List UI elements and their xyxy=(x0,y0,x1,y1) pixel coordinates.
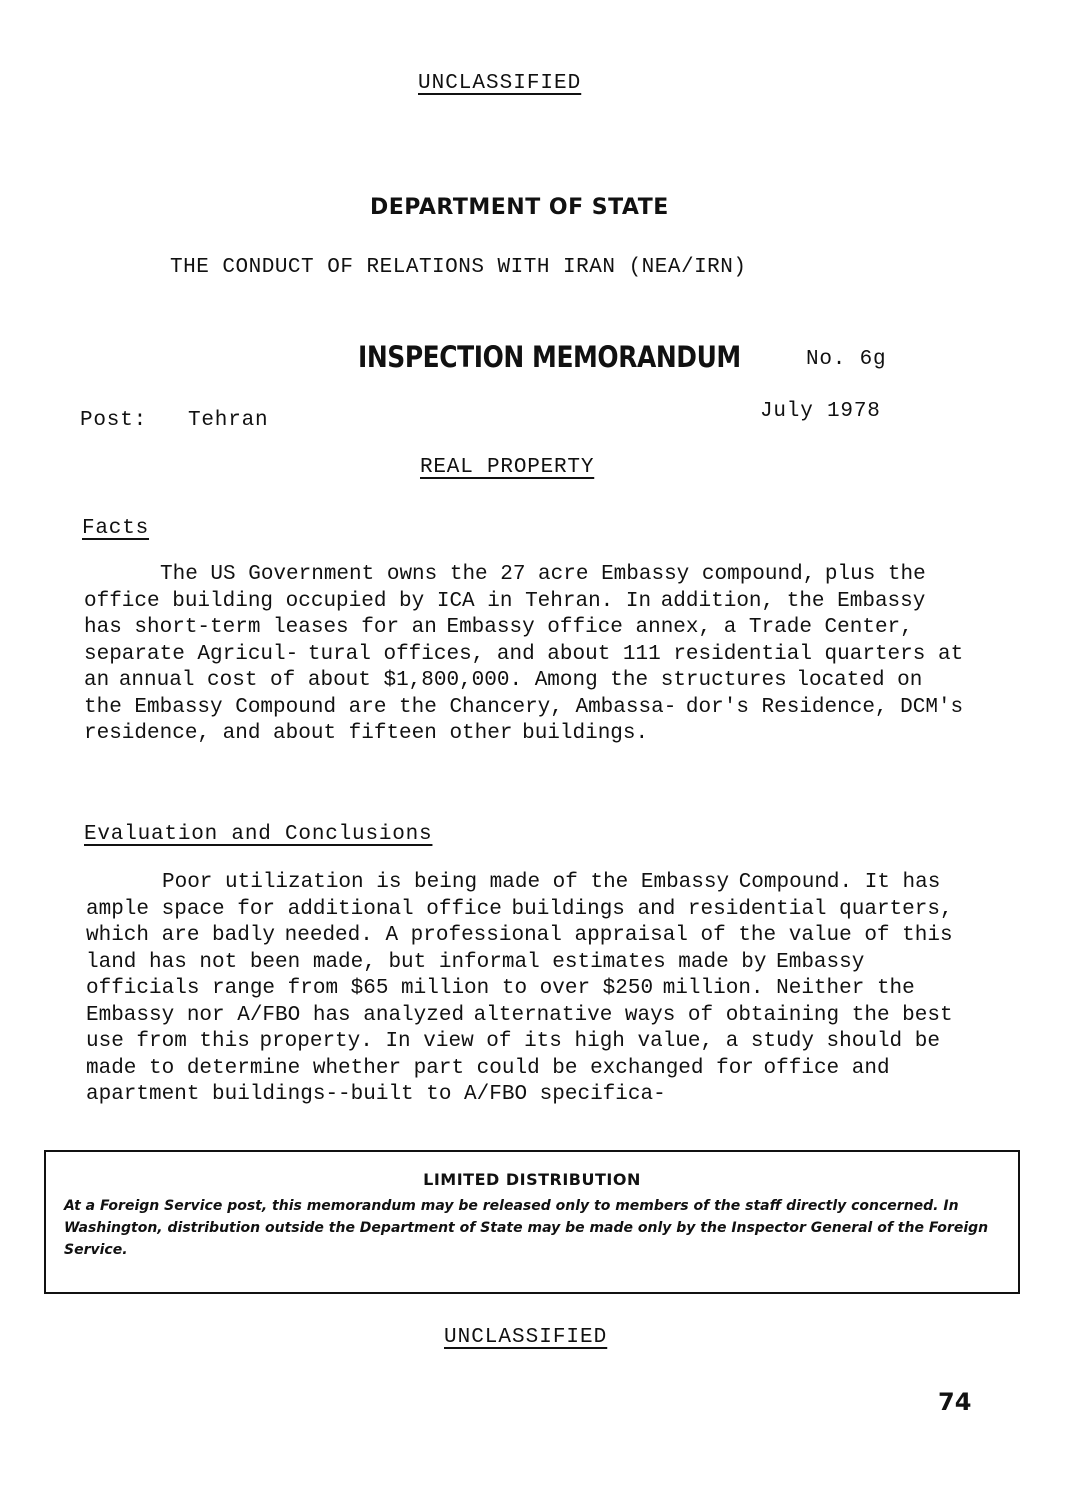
facts-paragraph xyxy=(84,562,968,748)
facts-line: dor's Residence, DCM's residence, and about fifteen other xyxy=(84,695,964,745)
evaluation-line: land has not been made, but informal estimates made by xyxy=(86,950,767,974)
post-label: Post: xyxy=(80,409,148,432)
evaluation-line: Compound. It has ample space for additional office xyxy=(86,871,941,921)
facts-line: located on the Embassy Compound are the Chancery, Ambassa- xyxy=(84,669,923,719)
classification-top: UNCLASSIFIED xyxy=(418,72,582,95)
evaluation-line: needed. A professional appraisal of the value of this xyxy=(284,924,953,947)
evaluation-line: made to determine whether part could be exchanged for xyxy=(86,1056,754,1080)
document-subtitle: THE CONDUCT OF RELATIONS WITH IRAN (NEA/IRN) xyxy=(170,256,747,279)
facts-line: plus the office building occupied by ICA in Tehran. In xyxy=(84,563,926,613)
evaluation-line: office and apartment buildings--built to A/FBO specifica- xyxy=(86,1056,890,1106)
evaluation-line: Embassy officials range from $65 million to over $250 xyxy=(86,950,865,1000)
memo-number: No. 6g xyxy=(806,348,887,371)
facts-heading: Facts xyxy=(82,517,150,540)
department-heading: DEPARTMENT OF STATE xyxy=(370,195,669,220)
evaluation-heading: Evaluation and Conclusions xyxy=(84,823,433,846)
facts-line: annual cost of about $1,800,000. Among the structures xyxy=(118,669,787,692)
evaluation-line: Poor utilization is being made of the Embassy xyxy=(162,871,730,894)
page-number: 74 xyxy=(938,1388,972,1416)
facts-line: addition, the Embassy has short-term leases for an xyxy=(84,589,926,639)
limited-distribution-text: At a Foreign Service post, this memorandum may be released only to members of the staff directly concerned. In Washington, distribution outside the Department of State may be made only by the Inspector General of the Foreign Service. xyxy=(64,1198,989,1258)
evaluation-line: alternative ways of obtaining the best use from this xyxy=(86,1003,953,1053)
facts-line: tural offices, and about 111 residential quarters at an xyxy=(84,642,964,692)
evaluation-line: property. In view of its high value, a study should be xyxy=(259,1030,940,1053)
limited-distribution-box xyxy=(44,1150,1020,1294)
facts-line: buildings. xyxy=(522,722,649,745)
topic-heading: REAL PROPERTY xyxy=(420,456,595,479)
facts-line: The US Government owns the 27 acre Embassy compound, xyxy=(160,563,816,586)
evaluation-paragraph xyxy=(86,870,970,1109)
limited-distribution-title: LIMITED DISTRIBUTION xyxy=(423,1170,641,1189)
evaluation-line: buildings and residential quarters, which are badly xyxy=(86,897,953,947)
post-value: Tehran xyxy=(188,409,269,432)
memo-date: July 1978 xyxy=(760,400,881,423)
facts-line: Embassy office annex, a Trade Center, separate Agricul- xyxy=(84,616,913,666)
classification-bottom: UNCLASSIFIED xyxy=(444,1326,608,1349)
memo-title: INSPECTION MEMORANDUM xyxy=(358,340,741,374)
evaluation-line: million. Neither the Embassy nor A/FBO has analyzed xyxy=(86,977,915,1027)
